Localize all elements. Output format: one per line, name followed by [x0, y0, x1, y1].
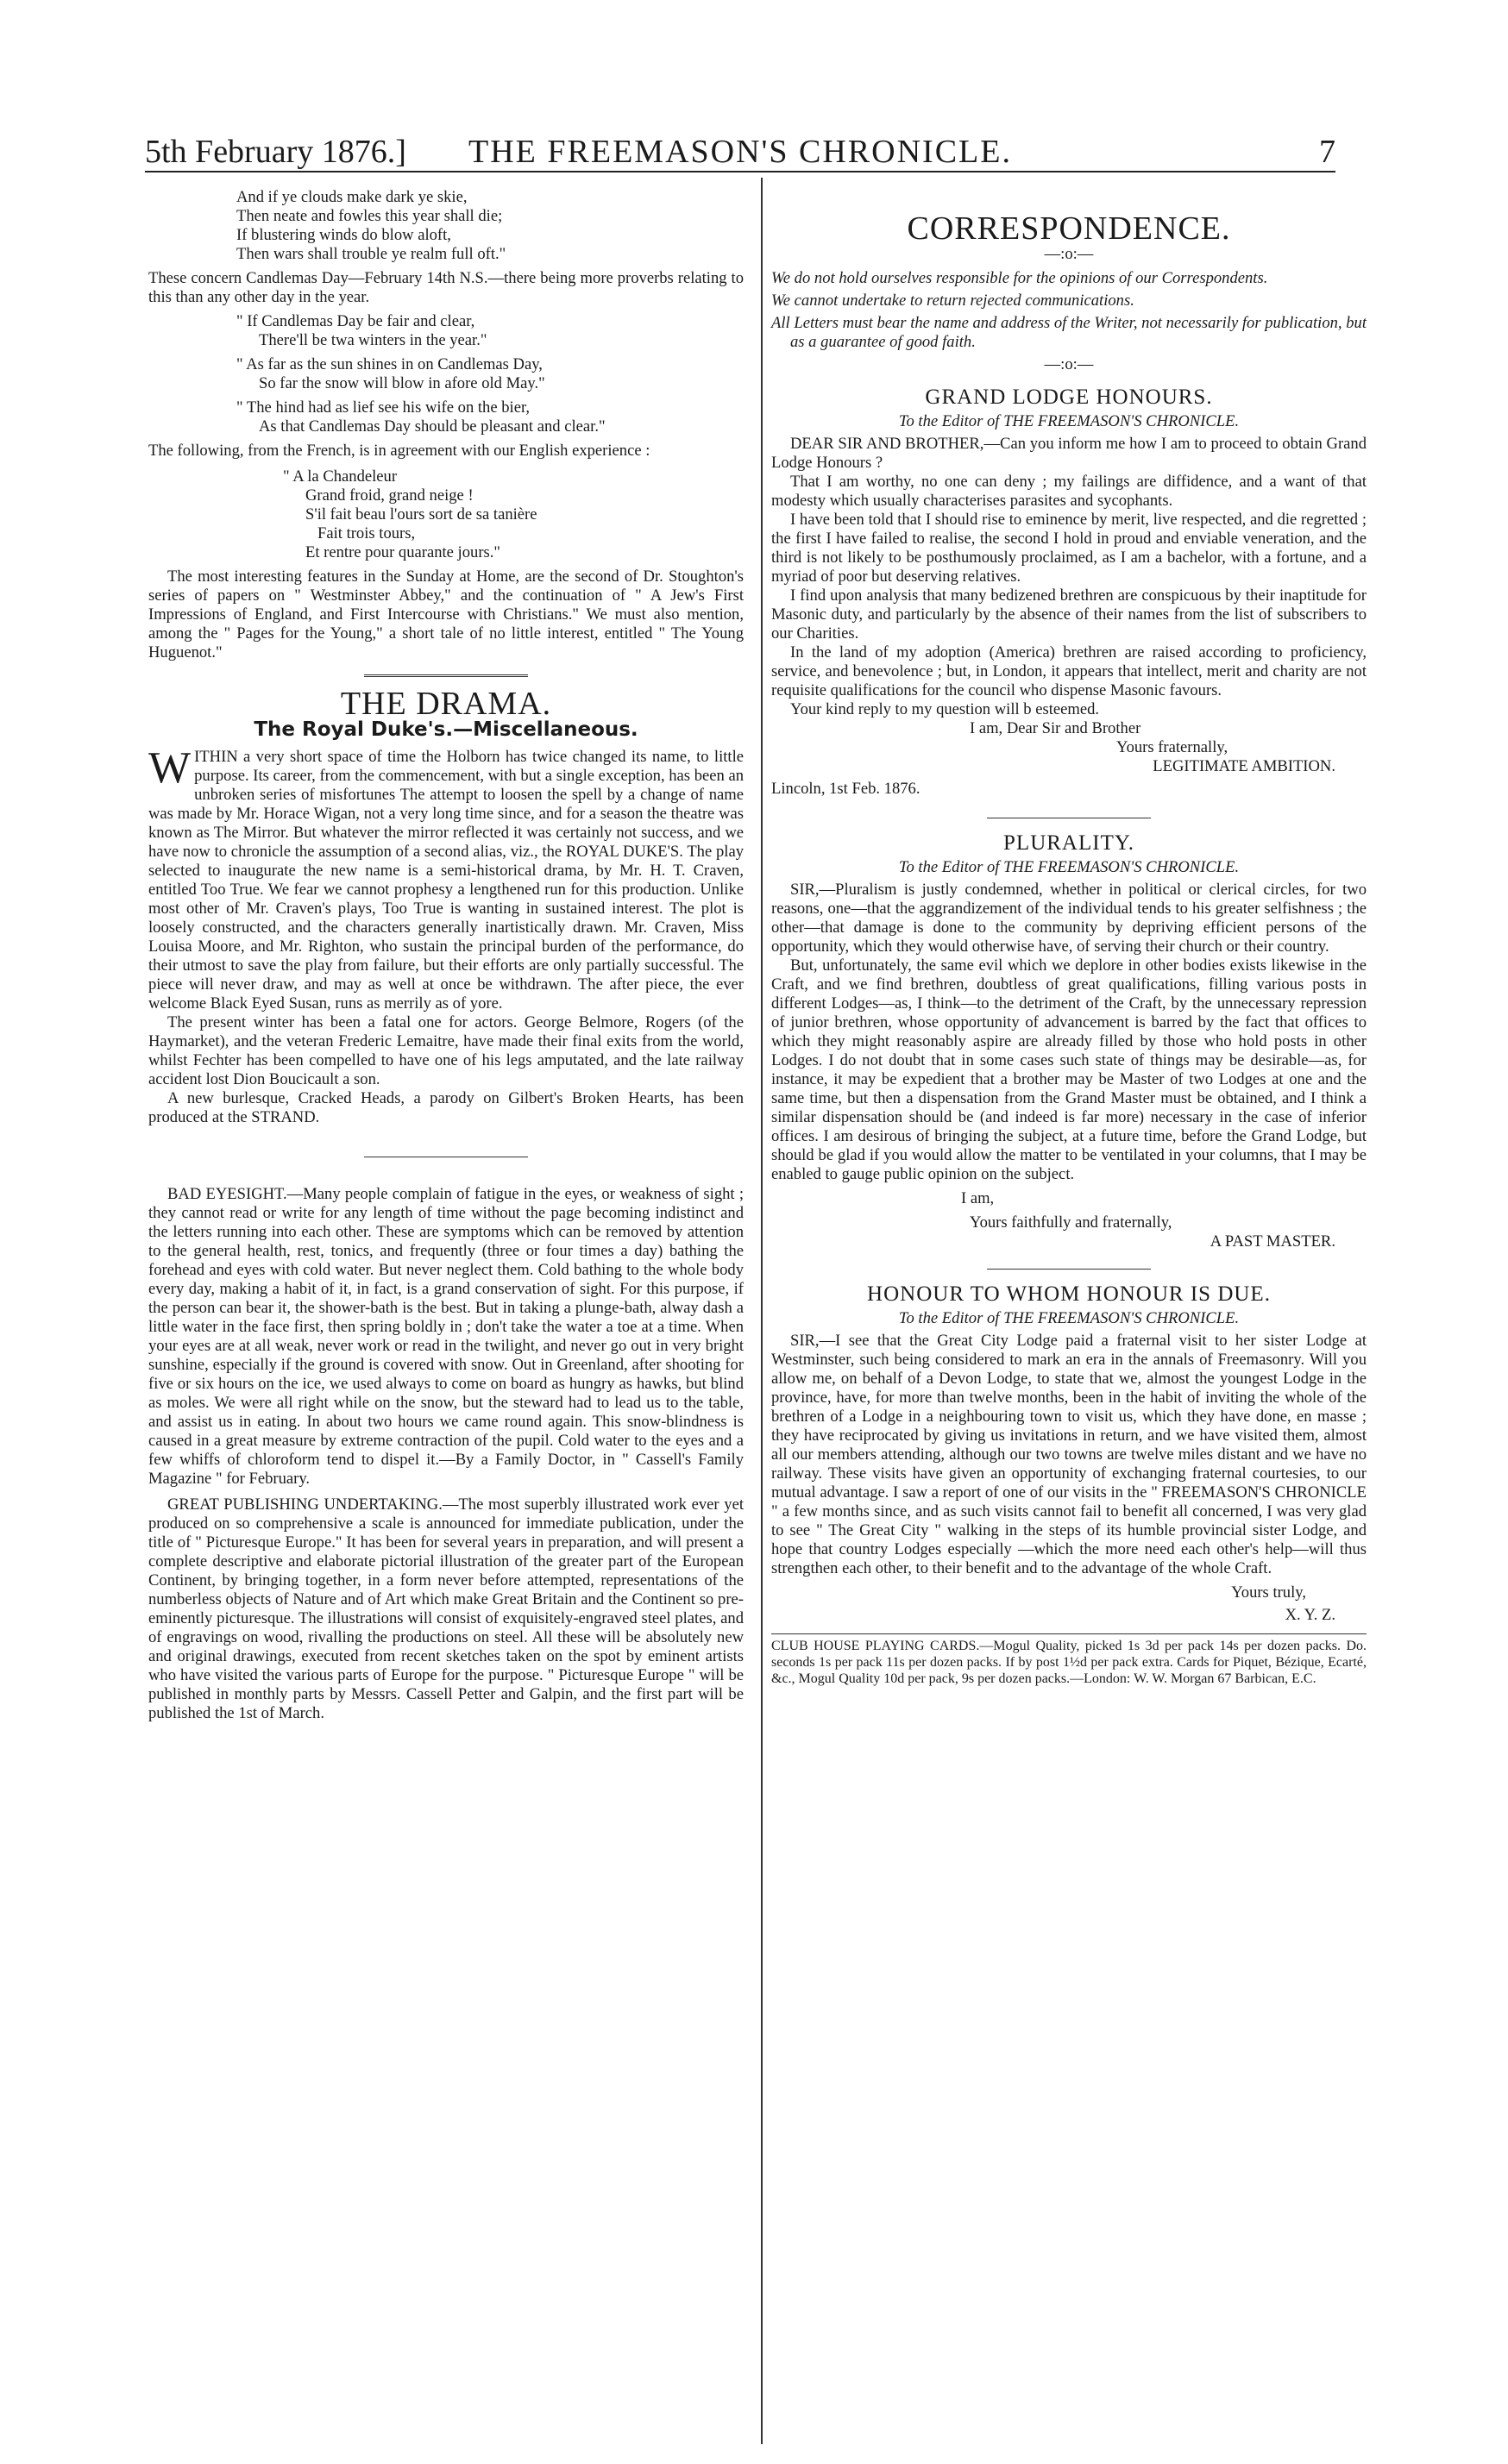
verse-line: Then wars shall trouble ye realm full oft." [236, 245, 506, 263]
paragraph: The following, from the French, is in agreement with our English experience : [148, 442, 650, 460]
section-separator [987, 1269, 1151, 1271]
page-header [145, 131, 1335, 172]
ornament: —:o:— [1044, 245, 1094, 263]
left-column [148, 188, 744, 1723]
verse-line: So far the snow will blow in afore old May." [259, 374, 545, 392]
paragraph: The most interesting features in the Sunday at Home, are the second of Dr. Stoughton's series of papers on " Westminster Abbey," and the continuation of " A Jew's First Impressions of England, and First Intercourse with Christians." We must also mention, among the " Pages for the Young," a short tale of no little interest, entitled " The Young Huguenot." [148, 567, 744, 661]
verse-line: Grand froid, grand neige ! [305, 486, 474, 505]
verse-line: And if ye clouds make dark ye skie, [236, 188, 468, 206]
disclaimer [771, 269, 1367, 352]
paragraph: I have been told that I should rise to eminence by merit, live respected, and die regretted ; the first I have failed to realise, the second I hold in proud and enviable veneration, and the third is not likely to be posthumously proclaimed, as I am a bachelor, with a fortune, and a myriad of poor but deserving relatives. [771, 511, 1367, 586]
section-separator [987, 818, 1151, 820]
section-separator [364, 674, 528, 679]
page-number: 7 [1319, 134, 1335, 170]
paragraph: These concern Candlemas Day—February 14th N.S.—there being more proverbs relating to this than any other day in the year. [148, 269, 744, 306]
french-verse [148, 467, 744, 562]
verse-line: Et rentre pour quarante jours." [305, 543, 500, 561]
signoff: I am, [961, 1189, 995, 1207]
editor-address: To the Editor of THE FREEMASON'S CHRONICLE. [898, 1309, 1240, 1327]
column-divider [761, 178, 763, 2444]
right-column [771, 210, 1367, 1687]
drama-subtitle: The Royal Duke's.—Miscellaneous. [254, 718, 638, 741]
verse-line: " If Candlemas Day be fair and clear, [236, 312, 475, 330]
editor-address: To the Editor of THE FREEMASON'S CHRONICLE. [898, 858, 1240, 876]
disclaimer-line: We cannot undertake to return rejected communications. [771, 292, 1134, 310]
verse-line: S'il fait beau l'ours sort de sa tanière [305, 505, 537, 524]
advertisement: CLUB HOUSE PLAYING CARDS.—Mogul Quality, picked 1s 3d per pack 14s per dozen packs. Do. seconds 1s per pack 11s per dozen packs. If by post 1½d per pack extra. Cards for Piquet, Bézique, Ecarté, &c., Mogul Quality 10d per pack, 9s per dozen packs.—London: W. W. Morgan 67 Barbican, E.C. [771, 1633, 1367, 1687]
signature: LEGITIMATE AMBITION. [1153, 757, 1335, 775]
verse-line: " A la Chandeleur [283, 467, 398, 486]
disclaimer-line: We do not hold ourselves responsible for the opinions of our Correspondents. [771, 269, 1268, 287]
signoff: Yours faithfully and fraternally, [970, 1213, 1172, 1232]
ornament: —:o:— [1044, 355, 1094, 373]
issue-date: 5th February 1876.] [145, 134, 406, 170]
paragraph-publishing: GREAT PUBLISHING UNDERTAKING.—The most superbly illustrated work ever yet produced on so comprehensive a scale is announced for immediate publication, under the title of " Picturesque Europe." It has been for several years in preparation, and will present a complete descriptive and elaborate pictorial illustration of the greater part of the European Continent, by bringing together, in a form never before attempted, representations of the numberless objects of Nature and of Art which make Great Britain and the Continent so pre-eminently picturesque. The illustrations will consist of exquisitely-engraved steel plates, and of engravings on wood, rivalling the productions on steel. All these will be absolutely new and original drawings, executed from recent sketches taken on the spot by eminent artists who have visited the various parts of Europe for the purpose. " Picturesque Europe " will be published in monthly parts by Messrs. Cassell Petter and Galpin, and the first part will be published the 1st of March. [148, 1495, 744, 1722]
verse-line: " The hind had as lief see his wife on the bier, [236, 398, 531, 417]
couplet [148, 355, 744, 393]
section-title-correspondence: CORRESPONDENCE. [907, 210, 1231, 247]
paragraph: Your kind reply to my question will b esteemed. [790, 700, 1100, 718]
paragraph: SIR,—I see that the Great City Lodge paid a fraternal visit to her sister Lodge at Westminster, such being considered to mark an era in the annals of Freemasonry. Will you allow me, on behalf of a Devon Lodge, to state that we, almost the youngest Lodge in the province, have, for more than twelve months, been in the habit of inviting the whole of the brethren of a Lodge in a neighbouring town to visit us, which they have done, en masse ; they have reciprocated by giving us invitations in return, and we have visited them, almost all our members attending, although our two towns are twelve miles distant and we have no railway. These visits have given an opportunity of exchanging fraternal courtesies, to our mutual advantage. I saw a report of one of our visits in the " FREEMASON'S CHRONICLE " a few months since, and as such visits cannot fail to benefit all concerned, I was very glad to see " The Great City " walking in the steps of its humble provincial sister Lodge, and hope that country Lodges especially —which the more need each other's help—will thus strengthen each other, to their benefit and to the advantage of the whole Craft. [771, 1332, 1367, 1577]
dateline: Lincoln, 1st Feb. 1876. [771, 780, 921, 798]
paragraph: The present winter has been a fatal one for actors. George Belmore, Rogers (of the Haymarket), and the veteran Frederic Lemaitre, have made their final exits from the world, whilst Fechter has been compelled to have one of his legs amputated, and the late railway accident lost Dion Boucicault a son. [148, 1013, 744, 1088]
couplet [148, 398, 744, 436]
disclaimer-line: All Letters must bear the name and address of the Writer, not necessarily for publication, but as a guarantee of good faith. [771, 314, 1367, 351]
paragraph: WITHIN a very short space of time the Holborn has twice changed its name, to little purpose. Its career, from the commencement, with but a single exception, has been an unbroken series of misfortunes The attempt to loosen the spell by a change of name was made by Mr. Horace Wigan, not a very long time since, and for a season the theatre was known as The Mirror. But whatever the mirror reflected it was certainly not success, and we have now to chronicle the assumption of a second alias, viz., the ROYAL DUKE'S. The play selected to inaugurate the new name is a semi-historical drama, by Mr. H. T. Craven, entitled Too True. We fear we cannot prophesy a lengthened run for this production. Unlike most other of Mr. Craven's plays, Too True is wanting in sustained interest. The plot is loosely constructed, and the characters generally inartistically drawn. Mr. Craven, Miss Louisa Moore, and Mr. Righton, who sustain the principal burden of the performance, do their utmost to save the play from failure, but their efforts are only partially successful. The piece will never draw, and may as well at once be withdrawn. The after piece, the ever welcome Black Eyed Susan, runs as merrily as of yore. [148, 743, 744, 1013]
paragraph: DEAR SIR AND BROTHER,—Can you inform me how I am to proceed to obtain Grand Lodge Honours ? [771, 435, 1367, 472]
signature: A PAST MASTER. [1210, 1232, 1335, 1251]
letter-title: HONOUR TO WHOM HONOUR IS DUE. [867, 1282, 1271, 1306]
paragraph-bad-eyesight: BAD EYESIGHT.—Many people complain of fatigue in the eyes, or weakness of sight ; they cannot read or write for any length of time without the page becoming indistinct and the letters running into each other. These are symptoms which can be removed by attention to the general health, rest, tonics, and frequently (three or four times a day) bathing the forehead and eyes with cold water. But never neglect them. Cold bathing to the whole body every day, making a habit of it, in fact, is a grand conservation of sight. For this purpose, if the person can bear it, the shower-bath is the best. But in taking a plunge-bath, alway dash a little water in the face first, then spring boldly in ; don't take the water a toe at a time. When your eyes are at all weak, never work or read in the twilight, and never go out in very bright sunshine, especially if the ground is covered with snow. Out in Greenland, after shooting for five or six hours on the ice, we used always to come on board as hungry as hawks, but blind as moles. We were all right while on the snow, but the steward had to lead us to the table, and assist us in eating. In about two hours we came round again. This snow-blindness is caused in a great measure by extreme contraction of the pupil. Cold water to the eyes and a few whiffs of chloroform tend to dispel it.—By a Family Doctor, in " Cassell's Family Magazine " for February. [148, 1185, 744, 1488]
signature: X. Y. Z. [1285, 1606, 1335, 1624]
paragraph: I find upon analysis that many bedizened brethren are conspicuous by their inaptitude for Masonic duty, and particularly by the absence of their names from the list of subscribers to our Charities. [771, 586, 1367, 643]
paragraph: A new burlesque, Cracked Heads, a parody on Gilbert's Broken Hearts, has been produced at the STRAND. [148, 1089, 744, 1126]
verse-candlemas [148, 188, 744, 264]
editor-address: To the Editor of THE FREEMASON'S CHRONICLE. [898, 412, 1240, 430]
signoff: Yours fraternally, [1116, 738, 1228, 756]
verse-line: There'll be twa winters in the year." [259, 331, 487, 349]
masthead-title: THE FREEMASON'S CHRONICLE. [468, 134, 1012, 170]
signoff: Yours truly, [1231, 1583, 1306, 1602]
verse-line: If blustering winds do blow aloft, [236, 226, 451, 244]
verse-line: As that Candlemas Day should be pleasant and clear." [259, 417, 606, 436]
paragraph: But, unfortunately, the same evil which we deplore in other bodies exists likewise in the Craft, and we find brethren, doubtless of great qualifications, filling various posts in different Lodges—as, I think—to the detriment of the Craft, by the unnecessary repression of junior brethren, whose opportunity of advancement is barred by the fact that offices to which they might reasonably aspire are already filled by those who hold posts in other Lodges. I do not doubt that in some cases such state of things may be desirable—as, for instance, it may be expedient that a brother may be Master of two Lodges at one and the same time, but then a dispensation from the Grand Master must be obtained, and I think a similar dispensation should be (and indeed is far more) necessary in the case of inferior offices. I am desirous of bringing the subject, at a future time, before the Grand Lodge, but should be glad if you would allow the matter to be ventilated in your columns, that I may be enabled to gauge public opinion on the subject. [771, 956, 1367, 1183]
section-separator [364, 1157, 528, 1159]
letter-title: PLURALITY. [1003, 831, 1134, 855]
verse-line: Then neate and fowles this year shall die; [236, 207, 503, 225]
drop-cap: W [148, 743, 192, 793]
paragraph: That I am worthy, no one can deny ; my failings are diffidence, and a want of that modesty which usually characterises parasites and sycophants. [771, 473, 1367, 510]
verse-line: " As far as the sun shines in on Candlemas Day, [236, 355, 543, 373]
section-title-drama: THE DRAMA. [340, 686, 552, 722]
couplet [148, 312, 744, 350]
letter-title: GRAND LODGE HONOURS. [925, 386, 1213, 409]
verse-line: Fait trois tours, [317, 524, 416, 542]
paragraph: In the land of my adoption (America) brethren are raised according to proficiency, service, and benevolence ; but, in London, it appears that intellect, merit and charity are not requisite qualifications for the council who dispense Masonic favours. [771, 643, 1367, 699]
signoff: I am, Dear Sir and Brother [970, 719, 1141, 737]
paragraph: SIR,—Pluralism is justly condemned, whether in political or clerical circles, for two reasons, one—that the aggrandizement of the individual tends to his greater selfishness ; the other—that damage is done to the community by depriving efficient persons of the opportunity, which they would otherwise have, of serving their church or their country. [771, 881, 1367, 956]
